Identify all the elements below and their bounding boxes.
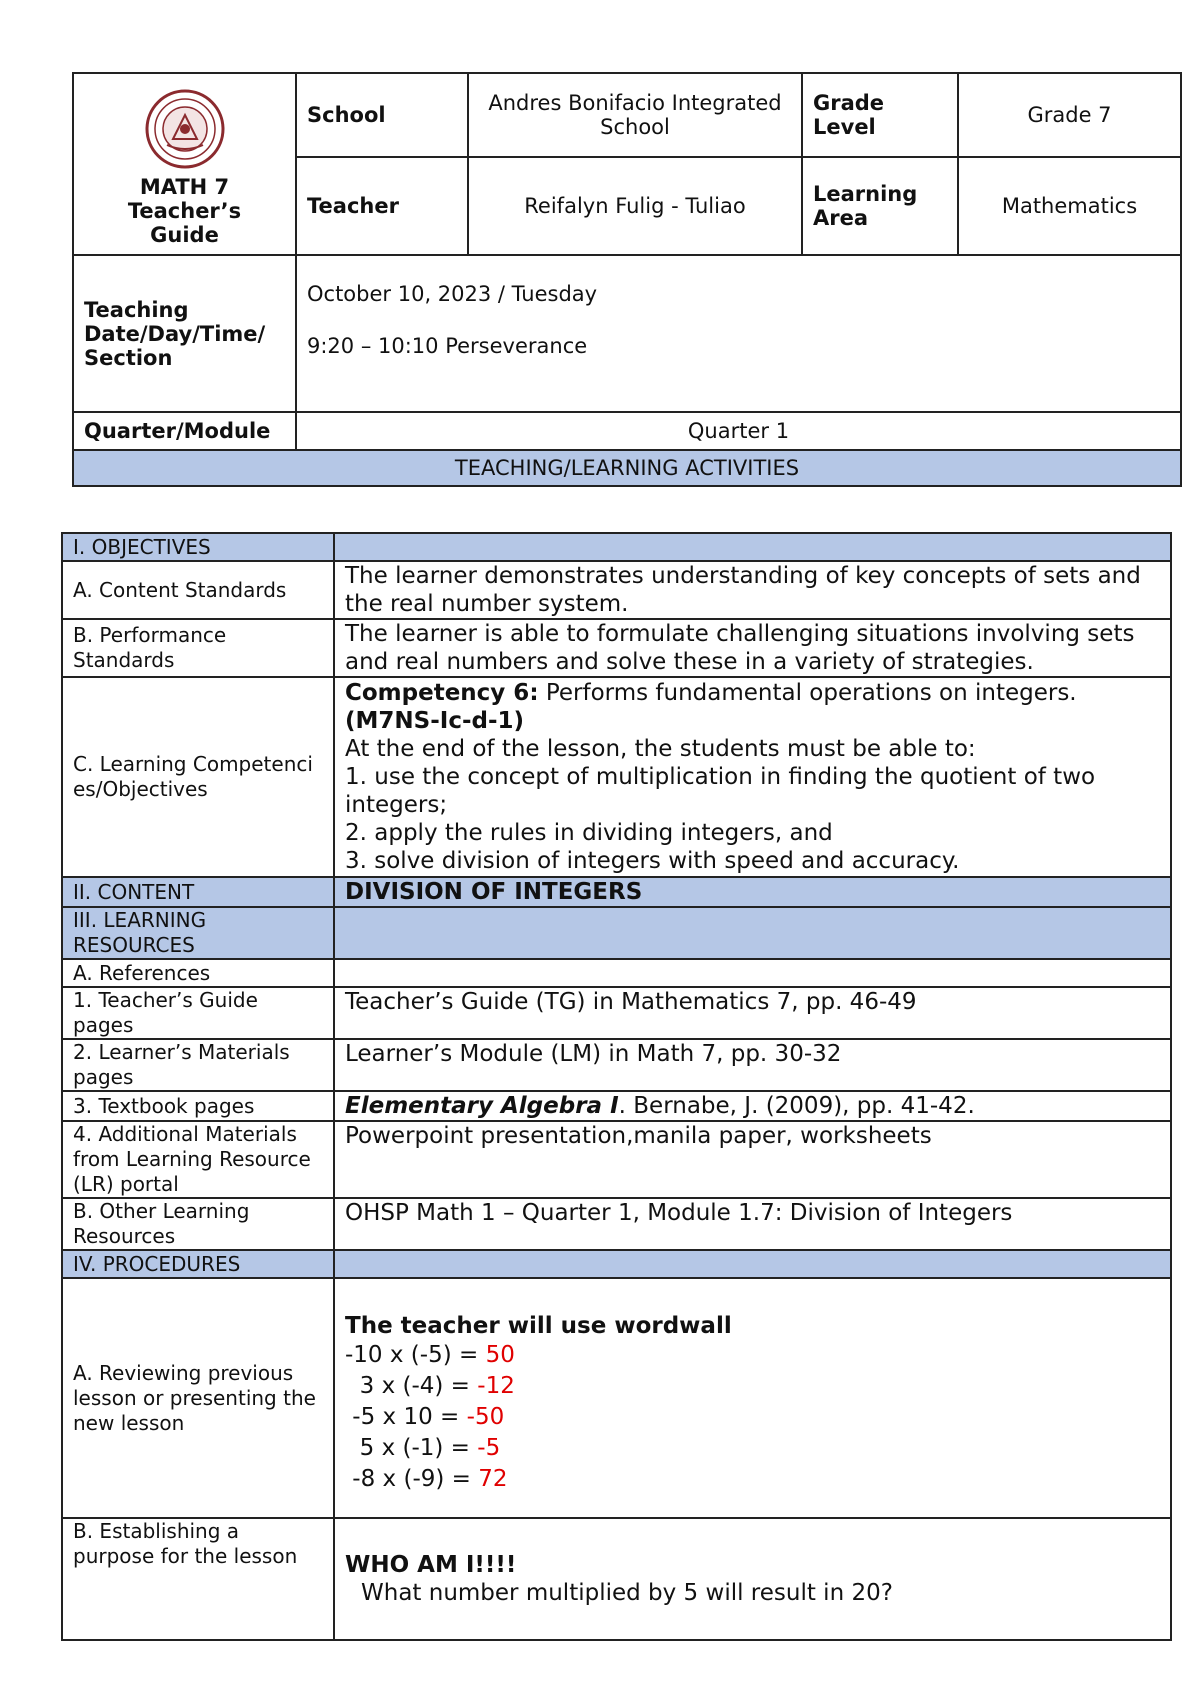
purpose-question: What number multiplied by 5 will result in 20? [361, 1580, 893, 1606]
objectives-heading: I. OBJECTIVES [62, 533, 334, 561]
equation-row [345, 1402, 1160, 1433]
school-label: School [296, 73, 468, 157]
competency-cell [334, 677, 1171, 877]
activities-band: TEACHING/LEARNING ACTIVITIES [73, 450, 1181, 486]
tg-label: 1. Teacher’s Guide pages [62, 987, 334, 1039]
objective-2: 2. apply the rules in dividing integers, and [345, 820, 833, 846]
review-label: A. Reviewing previous lesson or presenting the new lesson [62, 1278, 334, 1518]
guide-line2: Teacher’s [127, 199, 242, 223]
grade-label: Grade Level [802, 73, 958, 157]
guide-cell [73, 73, 296, 255]
equation-question: 5 x (-1) = [345, 1434, 478, 1461]
other-resources-value: OHSP Math 1 – Quarter 1, Module 1.7: Division of Integers [334, 1198, 1171, 1250]
resources-heading-blank [334, 907, 1171, 959]
competency-line [345, 679, 1160, 707]
equation-question: -8 x (-9) = [345, 1465, 479, 1492]
lm-value: Learner’s Module (LM) in Math 7, pp. 30-32 [334, 1039, 1171, 1091]
date-label: Teaching Date/Day/Time/ Section [73, 255, 296, 412]
lesson-plan-table [61, 532, 1172, 1641]
objectives-heading-blank [334, 533, 1171, 561]
procedures-heading: IV. PROCEDURES [62, 1250, 334, 1278]
guide-line1: MATH 7 [139, 175, 230, 199]
equation-row [345, 1371, 1160, 1402]
purpose-title: WHO AM I!!!! [345, 1552, 517, 1578]
equation-answer: -12 [477, 1372, 515, 1399]
performance-standards-label: B. Performance Standards [62, 619, 334, 677]
textbook-rest: . Bernabe, J. (2009), pp. 41-42. [618, 1093, 975, 1119]
area-label: Learning Area [802, 157, 958, 255]
equation-question: -10 x (-5) = [345, 1341, 486, 1368]
purpose-cell [334, 1518, 1171, 1640]
textbook-title: Elementary Algebra I [345, 1093, 619, 1119]
area-value: Mathematics [958, 157, 1181, 255]
competency-label: C. Learning Competencies/Objectives [62, 677, 334, 877]
resources-heading: III. LEARNING RESOURCES [62, 907, 334, 959]
teacher-label: Teacher [296, 157, 468, 255]
equation-answer: -5 [477, 1434, 501, 1461]
equation-answer: -50 [466, 1403, 505, 1430]
references-blank [334, 959, 1171, 987]
grade-value: Grade 7 [958, 73, 1181, 157]
performance-standards-value: The learner is able to formulate challenging situations involving sets and real numbers and solve these in a variety of strategies. [334, 619, 1171, 677]
time-value: 9:20 – 10:10 Perseverance [307, 334, 588, 358]
objective-1: 1. use the concept of multiplication in finding the quotient of two integers; [345, 764, 1096, 818]
school-value: Andres Bonifacio Integrated School [468, 73, 802, 157]
equation-row [345, 1464, 1160, 1495]
equation-row [345, 1433, 1160, 1464]
textbook-cell [334, 1091, 1171, 1121]
other-resources-label: B. Other Learning Resources [62, 1198, 334, 1250]
textbook-label: 3. Textbook pages [62, 1091, 334, 1121]
content-value: DIVISION OF INTEGERS [334, 877, 1171, 907]
guide-line3: Guide [150, 223, 219, 247]
additional-value: Powerpoint presentation,manila paper, worksheets [334, 1121, 1171, 1198]
equation-row [345, 1340, 1160, 1371]
teacher-value: Reifalyn Fulig - Tuliao [468, 157, 802, 255]
competency-title: Competency 6: [345, 680, 539, 706]
lesson-intro: At the end of the lesson, the students must be able to: [345, 736, 976, 762]
review-cell [334, 1278, 1171, 1518]
content-heading: II. CONTENT [62, 877, 334, 907]
equation-question: -5 x 10 = [345, 1403, 467, 1430]
competency-code: (M7NS-Ic-d-1) [345, 708, 525, 734]
content-standards-label: A. Content Standards [62, 561, 334, 619]
school-seal-icon [145, 89, 225, 169]
header-table [72, 72, 1182, 487]
competency-text: Performs fundamental operations on integers. [545, 680, 1077, 706]
equation-answer: 50 [485, 1341, 515, 1368]
review-title: The teacher will use wordwall [345, 1312, 732, 1339]
content-standards-value: The learner demonstrates understanding of key concepts of sets and the real number system. [334, 561, 1171, 619]
quarter-label: Quarter/Module [73, 412, 296, 450]
lm-label: 2. Learner’s Materials pages [62, 1039, 334, 1091]
procedures-heading-blank [334, 1250, 1171, 1278]
references-label: A. References [62, 959, 334, 987]
equation-answer: 72 [478, 1465, 508, 1492]
date-cell [296, 255, 1181, 412]
purpose-label: B. Establishing a purpose for the lesson [62, 1518, 334, 1640]
additional-label: 4. Additional Materials from Learning Resource (LR) portal [62, 1121, 334, 1198]
date-value: October 10, 2023 / Tuesday [307, 282, 598, 306]
equation-list [345, 1340, 1160, 1495]
objective-3: 3. solve division of integers with speed and accuracy. [345, 848, 960, 874]
tg-value: Teacher’s Guide (TG) in Mathematics 7, pp. 46-49 [334, 987, 1171, 1039]
equation-question: 3 x (-4) = [345, 1372, 478, 1399]
quarter-value: Quarter 1 [296, 412, 1181, 450]
